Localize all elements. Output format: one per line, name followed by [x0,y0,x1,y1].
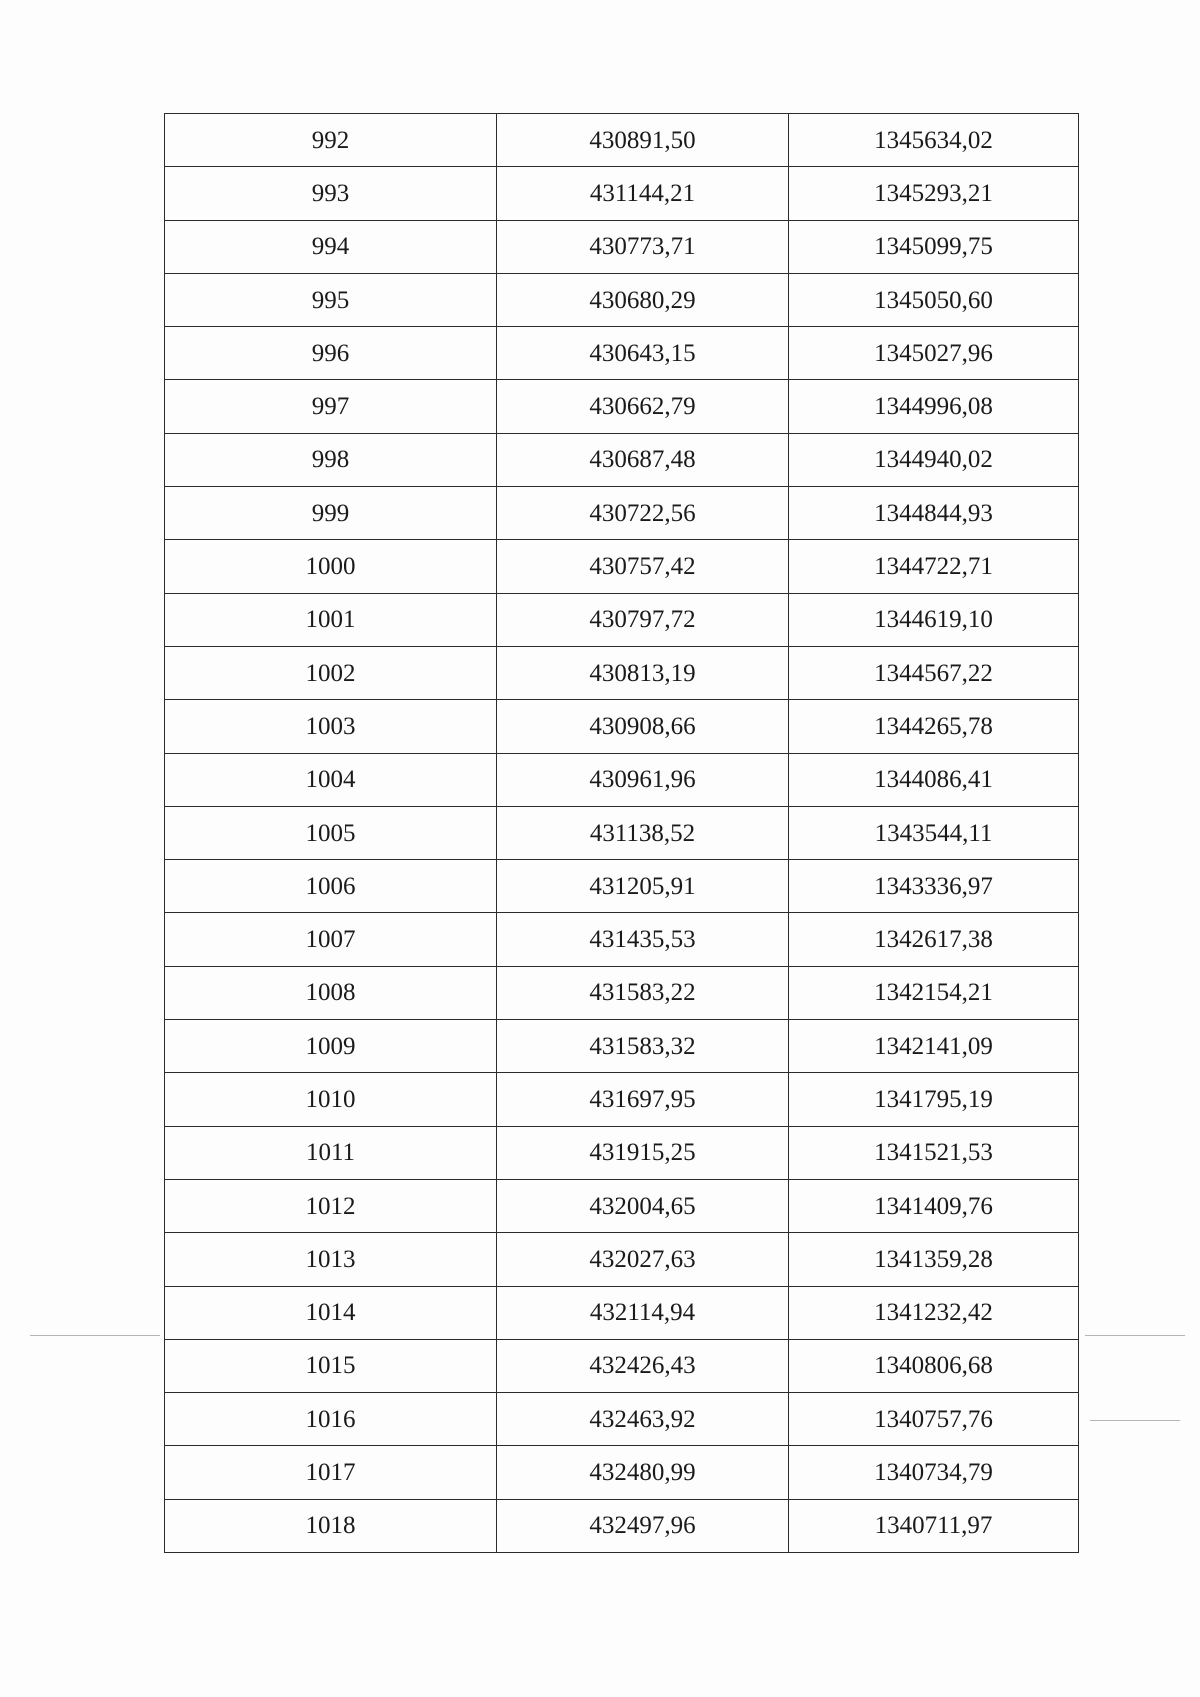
y-coordinate-cell: 1342141,09 [789,1020,1079,1073]
y-coordinate-cell: 1340757,76 [789,1393,1079,1446]
point-number-cell: 1013 [165,1233,497,1286]
table-row [165,1179,1079,1232]
x-coordinate-cell: 431583,32 [497,1020,789,1073]
table-row [165,114,1079,167]
x-coordinate-cell: 430773,71 [497,220,789,273]
table-row [165,167,1079,220]
table-row [165,1073,1079,1126]
scan-artifact [1090,1420,1180,1421]
y-coordinate-cell: 1345050,60 [789,273,1079,326]
table-row [165,433,1079,486]
point-number-cell: 1001 [165,593,497,646]
y-coordinate-cell: 1345027,96 [789,327,1079,380]
point-number-cell: 992 [165,114,497,167]
x-coordinate-cell: 430961,96 [497,753,789,806]
table-body [165,114,1079,1553]
table-row [165,1286,1079,1339]
y-coordinate-cell: 1344940,02 [789,433,1079,486]
x-coordinate-cell: 432463,92 [497,1393,789,1446]
table-row [165,327,1079,380]
point-number-cell: 997 [165,380,497,433]
y-coordinate-cell: 1344844,93 [789,487,1079,540]
scan-artifact [1085,1335,1185,1336]
y-coordinate-cell: 1344619,10 [789,593,1079,646]
point-number-cell: 1015 [165,1339,497,1392]
table-row [165,1499,1079,1552]
y-coordinate-cell: 1343336,97 [789,860,1079,913]
point-number-cell: 1003 [165,700,497,753]
y-coordinate-cell: 1341232,42 [789,1286,1079,1339]
y-coordinate-cell: 1341521,53 [789,1126,1079,1179]
table-row [165,487,1079,540]
point-number-cell: 998 [165,433,497,486]
table-row [165,1339,1079,1392]
scan-artifact [30,1335,160,1336]
point-number-cell: 995 [165,273,497,326]
point-number-cell: 994 [165,220,497,273]
table-row [165,220,1079,273]
table-row [165,700,1079,753]
table-row [165,966,1079,1019]
x-coordinate-cell: 432027,63 [497,1233,789,1286]
y-coordinate-cell: 1344722,71 [789,540,1079,593]
x-coordinate-cell: 430757,42 [497,540,789,593]
x-coordinate-cell: 430891,50 [497,114,789,167]
x-coordinate-cell: 430662,79 [497,380,789,433]
table-row [165,380,1079,433]
x-coordinate-cell: 431915,25 [497,1126,789,1179]
x-coordinate-cell: 430813,19 [497,646,789,699]
table-row [165,1126,1079,1179]
y-coordinate-cell: 1344567,22 [789,646,1079,699]
point-number-cell: 996 [165,327,497,380]
y-coordinate-cell: 1344086,41 [789,753,1079,806]
table-row [165,1233,1079,1286]
table-row [165,913,1079,966]
x-coordinate-cell: 432004,65 [497,1179,789,1232]
x-coordinate-cell: 431583,22 [497,966,789,1019]
x-coordinate-cell: 430908,66 [497,700,789,753]
point-number-cell: 1008 [165,966,497,1019]
y-coordinate-cell: 1345293,21 [789,167,1079,220]
point-number-cell: 1006 [165,860,497,913]
point-number-cell: 999 [165,487,497,540]
x-coordinate-cell: 431697,95 [497,1073,789,1126]
x-coordinate-cell: 431205,91 [497,860,789,913]
x-coordinate-cell: 430680,29 [497,273,789,326]
y-coordinate-cell: 1344996,08 [789,380,1079,433]
y-coordinate-cell: 1341359,28 [789,1233,1079,1286]
point-number-cell: 1010 [165,1073,497,1126]
x-coordinate-cell: 430687,48 [497,433,789,486]
x-coordinate-cell: 432497,96 [497,1499,789,1552]
point-number-cell: 993 [165,167,497,220]
point-number-cell: 1000 [165,540,497,593]
point-number-cell: 1014 [165,1286,497,1339]
x-coordinate-cell: 431144,21 [497,167,789,220]
x-coordinate-cell: 432426,43 [497,1339,789,1392]
y-coordinate-cell: 1342154,21 [789,966,1079,1019]
table-row [165,1020,1079,1073]
y-coordinate-cell: 1340711,97 [789,1499,1079,1552]
point-number-cell: 1012 [165,1179,497,1232]
point-number-cell: 1017 [165,1446,497,1499]
table-row [165,860,1079,913]
table-row [165,646,1079,699]
table-row [165,1393,1079,1446]
x-coordinate-cell: 432114,94 [497,1286,789,1339]
y-coordinate-cell: 1342617,38 [789,913,1079,966]
point-number-cell: 1011 [165,1126,497,1179]
point-number-cell: 1002 [165,646,497,699]
y-coordinate-cell: 1345634,02 [789,114,1079,167]
point-number-cell: 1004 [165,753,497,806]
x-coordinate-cell: 432480,99 [497,1446,789,1499]
y-coordinate-cell: 1340734,79 [789,1446,1079,1499]
table-row [165,753,1079,806]
y-coordinate-cell: 1345099,75 [789,220,1079,273]
point-number-cell: 1016 [165,1393,497,1446]
point-number-cell: 1007 [165,913,497,966]
y-coordinate-cell: 1340806,68 [789,1339,1079,1392]
point-number-cell: 1009 [165,1020,497,1073]
y-coordinate-cell: 1343544,11 [789,806,1079,859]
x-coordinate-cell: 430722,56 [497,487,789,540]
y-coordinate-cell: 1344265,78 [789,700,1079,753]
x-coordinate-cell: 430643,15 [497,327,789,380]
y-coordinate-cell: 1341409,76 [789,1179,1079,1232]
coordinates-table [164,113,1079,1553]
point-number-cell: 1005 [165,806,497,859]
x-coordinate-cell: 430797,72 [497,593,789,646]
table-row [165,806,1079,859]
table-row [165,1446,1079,1499]
table-row [165,273,1079,326]
table-row [165,593,1079,646]
x-coordinate-cell: 431435,53 [497,913,789,966]
x-coordinate-cell: 431138,52 [497,806,789,859]
y-coordinate-cell: 1341795,19 [789,1073,1079,1126]
point-number-cell: 1018 [165,1499,497,1552]
table-row [165,540,1079,593]
